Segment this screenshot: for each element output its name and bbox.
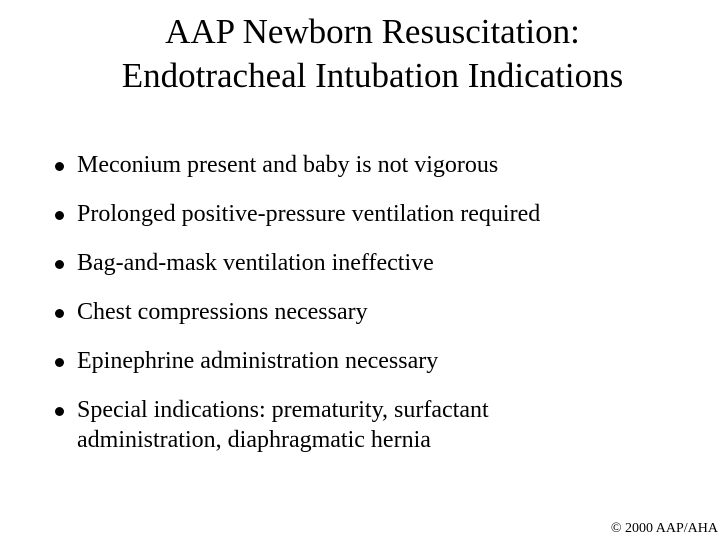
list-item-text: Meconium present and baby is not vigorous <box>77 152 499 178</box>
list-item-text: Bag-and-mask ventilation ineffective <box>77 250 434 276</box>
bullet-icon <box>55 211 64 220</box>
copyright-notice: © 2000 AAP/AHA <box>610 521 718 536</box>
list-item <box>52 395 577 455</box>
slide-title <box>0 10 720 98</box>
slide-title-line-1: AAP Newborn Resuscitation: <box>165 12 580 51</box>
list-item <box>52 248 692 278</box>
list-item <box>52 150 692 180</box>
list-item <box>52 346 692 376</box>
list-item-text: Prolonged positive-pressure ventilation required <box>77 201 541 227</box>
bullet-icon <box>55 260 64 269</box>
list-item-text: Epinephrine administration necessary <box>77 348 439 374</box>
bullet-icon <box>55 358 64 367</box>
list-item <box>52 297 692 327</box>
list-item-text: Special indications: prematurity, surfactant administration, diaphragmatic hernia <box>77 397 489 453</box>
bullet-icon <box>55 407 64 416</box>
list-item <box>52 199 692 229</box>
slide-title-line-2: Endotracheal Intubation Indications <box>121 56 624 95</box>
indications-list <box>52 150 692 474</box>
bullet-icon <box>55 162 64 171</box>
bullet-icon <box>55 309 64 318</box>
list-item-text: Chest compressions necessary <box>77 299 368 325</box>
